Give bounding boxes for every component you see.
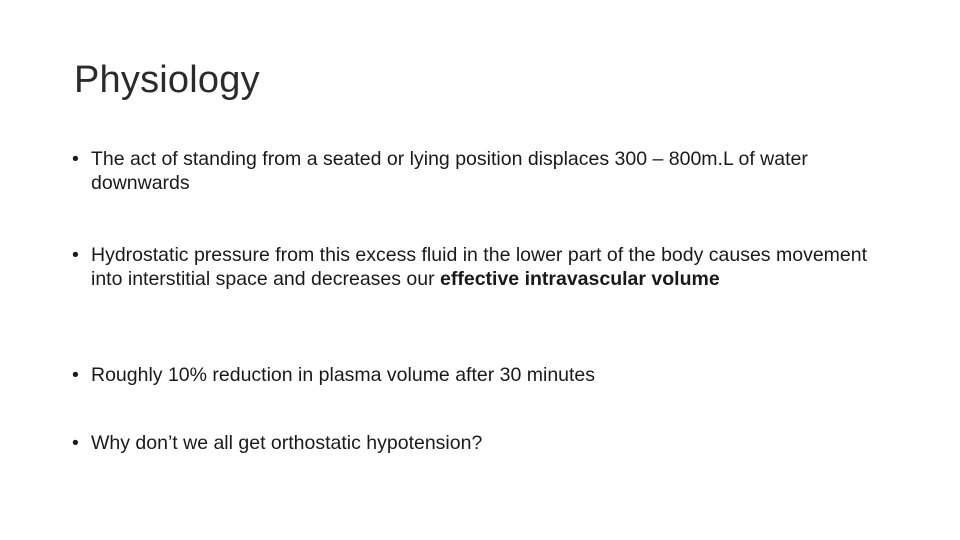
bullet-marker: • <box>72 432 79 454</box>
bullet-marker: • <box>72 148 79 170</box>
bullet-text: The act of standing from a seated or lying position displaces 300 – 800m.L of water downwards <box>91 148 808 194</box>
bullet-text: Roughly 10% reduction in plasma volume after 30 minutes <box>91 364 596 386</box>
bullet-text: Why don’t we all get orthostatic hypotension? <box>91 432 483 454</box>
bullet-item <box>72 147 872 195</box>
bullet-item <box>72 431 872 455</box>
bullet-marker: • <box>72 364 79 386</box>
bullet-item <box>72 363 872 387</box>
bullet-text-bold: effective intravascular volume <box>440 268 720 290</box>
bullet-item <box>72 243 872 291</box>
bullet-text <box>91 243 872 291</box>
bullet-marker: • <box>72 244 79 266</box>
bullet-text-regular: Hydrostatic pressure from this excess fluid in the lower part of the body causes movement into interstitial space and decreases our <box>91 244 868 290</box>
slide-title: Physiology <box>74 59 260 101</box>
